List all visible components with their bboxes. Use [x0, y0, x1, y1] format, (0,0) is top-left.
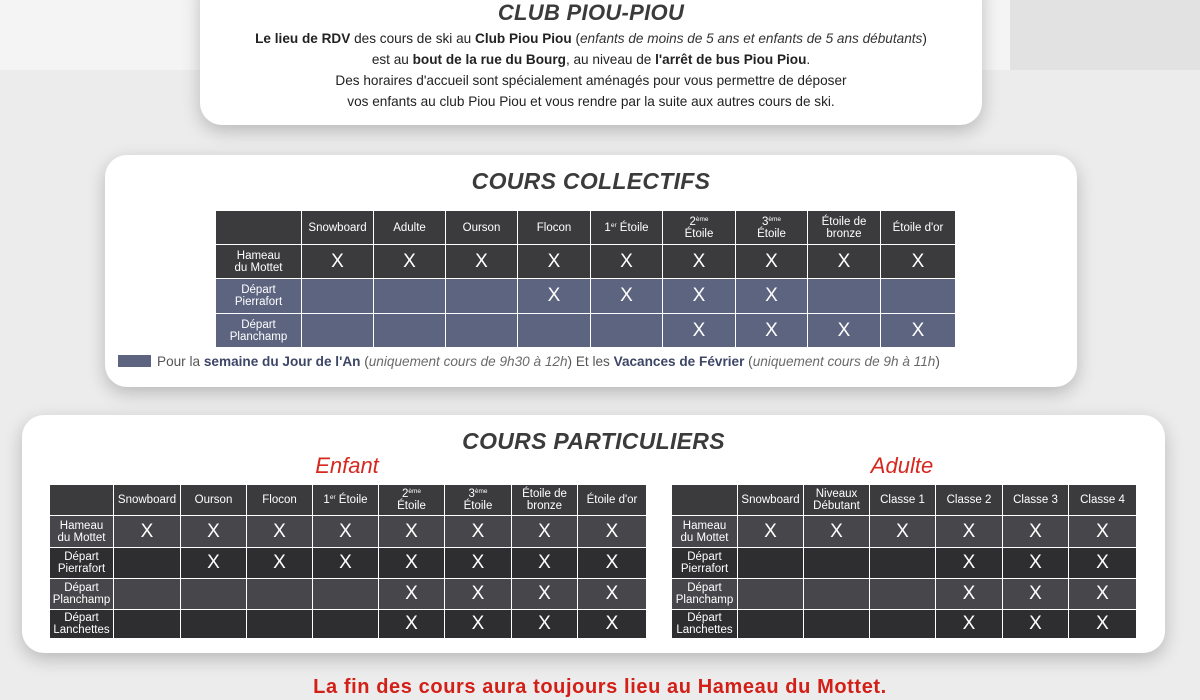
ordinal-suffix: er: [610, 221, 617, 229]
row-label-line: Départ: [687, 582, 722, 594]
header-flocon: Flocon: [247, 485, 313, 516]
header-text: Étoile: [757, 227, 786, 240]
cours-particuliers-card: [22, 415, 1165, 653]
piou-arret-bold: l'arrêt de bus Piou Piou: [655, 52, 807, 67]
table-cell: X: [578, 516, 647, 548]
row-label-line: Lanchettes: [53, 624, 110, 636]
top-right-background: [1010, 0, 1200, 70]
row-label-line: du Mottet: [234, 261, 283, 274]
table-cell: X: [663, 279, 736, 314]
enfant-subheading: Enfant: [315, 453, 379, 478]
piou-rue-bold: bout de la rue du Bourg: [412, 52, 566, 67]
piou-text: est au: [371, 52, 413, 67]
table-cell: X: [374, 245, 446, 279]
table-cell: X: [1003, 548, 1069, 579]
ordinal-number: 3: [761, 215, 769, 228]
table-cell: X: [445, 548, 512, 579]
table-cell: X: [881, 245, 956, 279]
row-label-line: Pierrafort: [57, 563, 106, 575]
legend-text: Et les: [572, 354, 614, 369]
table-cell: X: [512, 579, 578, 610]
ordinal-number: 2: [689, 215, 696, 228]
row-label-line: Hameau: [236, 249, 281, 262]
row-label: [672, 610, 738, 639]
row-label: [216, 245, 302, 279]
table-row: [672, 579, 1137, 610]
ordinal-number: 1: [604, 221, 611, 234]
enfant-table: [49, 484, 647, 639]
row-label-line: du Mottet: [680, 531, 729, 544]
piou-line-4: vos enfants au club Piou Piou et vous rendre par la suite aux autres cours de ski.: [347, 94, 835, 109]
header-etoile-bronze: [808, 211, 881, 245]
row-label-line: Départ: [64, 612, 99, 624]
table-cell: [738, 579, 804, 610]
legend-text: Pour la: [157, 354, 204, 369]
row-label: [216, 279, 302, 314]
adulte-table: [671, 484, 1137, 639]
table-cell: X: [936, 516, 1003, 548]
adulte-subheading: Adulte: [870, 453, 934, 478]
table-row: [50, 548, 647, 579]
ordinal-suffix: ème: [695, 215, 709, 223]
table-cell: X: [1069, 610, 1137, 639]
table-cell: X: [114, 516, 181, 548]
piou-text: des cours de ski au: [350, 31, 475, 46]
table-cell: X: [313, 548, 379, 579]
table-cell: X: [445, 579, 512, 610]
table-header-row: [672, 485, 1137, 516]
ordinal-number: 2: [401, 488, 409, 500]
table-cell: [313, 610, 379, 639]
club-piou-piou-title: CLUB PIOU-PIOU: [497, 0, 685, 25]
ordinal-suffix: ème: [408, 488, 422, 495]
table-cell: X: [379, 548, 445, 579]
header-classe-4: Classe 4: [1069, 485, 1137, 516]
header-etoile-or: Étoile d'or: [881, 211, 956, 245]
row-label-line: Départ: [64, 551, 99, 563]
header-text: Étoile: [335, 494, 368, 506]
table-cell: X: [1069, 548, 1137, 579]
table-row: [216, 245, 956, 279]
table-cell: X: [379, 516, 445, 548]
cours-collectifs-title: COURS COLLECTIFS: [471, 168, 711, 194]
row-label: [672, 579, 738, 610]
header-text: Niveaux: [815, 488, 858, 500]
table-cell: X: [247, 516, 313, 548]
header-text: Débutant: [813, 500, 860, 512]
table-cell: [804, 579, 870, 610]
table-cell: [518, 314, 591, 348]
table-row: [672, 548, 1137, 579]
legend-color-swatch: [118, 355, 151, 367]
table-cell: [374, 314, 446, 348]
header-snowboard: Snowboard: [302, 211, 374, 245]
table-cell: [808, 279, 881, 314]
row-label: [50, 548, 114, 579]
table-cell: X: [181, 516, 247, 548]
row-label-line: Pierrafort: [234, 296, 283, 308]
table-cell: [870, 579, 936, 610]
table-cell: X: [936, 610, 1003, 639]
cours-collectifs-card: [105, 155, 1077, 387]
piou-age-italic: enfants de moins de 5 ans et enfants de 5 ans débutants: [579, 31, 923, 46]
table-cell: [738, 610, 804, 639]
header-adulte: Adulte: [374, 211, 446, 245]
table-cell: X: [663, 314, 736, 348]
table-row: [216, 314, 956, 348]
table-cell: [181, 579, 247, 610]
club-piou-piou-description: [200, 28, 982, 112]
row-label-line: Départ: [687, 551, 722, 563]
table-row: [672, 610, 1137, 639]
table-cell: X: [578, 610, 647, 639]
header-etoile-or: Étoile d'or: [578, 485, 647, 516]
table-cell: [870, 610, 936, 639]
legend-italic: uniquement cours de 9h30 à 12h: [368, 354, 568, 369]
table-cell: [114, 579, 181, 610]
header-text: Étoile: [616, 221, 649, 234]
table-cell: X: [512, 610, 578, 639]
table-row: [50, 610, 647, 639]
header-etoile-bronze: [512, 485, 578, 516]
piou-text: ): [922, 31, 927, 46]
header-text: Étoile: [463, 500, 493, 512]
row-label-line: du Mottet: [57, 531, 106, 544]
piou-text: .: [806, 52, 811, 67]
table-row: [50, 516, 647, 548]
header-etoile-3: [736, 211, 808, 245]
table-cell: [247, 610, 313, 639]
header-ourson: Ourson: [181, 485, 247, 516]
row-label: [672, 516, 738, 548]
table-cell: X: [445, 610, 512, 639]
table-cell: X: [936, 548, 1003, 579]
table-cell: [114, 610, 181, 639]
row-label: [50, 579, 114, 610]
ordinal-number: 1: [323, 494, 330, 506]
table-cell: X: [936, 579, 1003, 610]
footer-note: La fin des cours aura toujours lieu au Hameau du Mottet.: [313, 676, 887, 698]
header-ourson: Ourson: [446, 211, 518, 245]
header-classe-3: Classe 3: [1003, 485, 1069, 516]
table-cell: [374, 279, 446, 314]
table-cell: X: [313, 516, 379, 548]
table-cell: [302, 314, 374, 348]
row-label-line: Lanchettes: [676, 624, 733, 636]
table-cell: X: [808, 245, 881, 279]
legend-bold: Vacances de Février: [613, 354, 745, 369]
table-cell: X: [1003, 516, 1069, 548]
table-cell: [738, 548, 804, 579]
table-header-row: [50, 485, 647, 516]
table-cell: X: [247, 548, 313, 579]
header-corner: [672, 485, 738, 516]
header-classe-1: Classe 1: [870, 485, 936, 516]
table-cell: [804, 548, 870, 579]
table-cell: [313, 579, 379, 610]
row-label-line: Hameau: [59, 519, 104, 532]
piou-text: , au niveau de: [565, 52, 656, 67]
table-cell: X: [512, 516, 578, 548]
header-text: bronze: [526, 500, 563, 512]
club-piou-piou-card: [200, 0, 982, 125]
ordinal-suffix: ème: [474, 488, 488, 495]
piou-rdv-bold: Le lieu de RDV: [255, 31, 351, 46]
table-cell: X: [379, 579, 445, 610]
table-cell: X: [738, 516, 804, 548]
ordinal-number: 3: [468, 488, 475, 500]
header-etoile-1: [591, 211, 663, 245]
header-text: Étoile: [684, 227, 714, 240]
table-cell: [446, 314, 518, 348]
table-cell: X: [445, 516, 512, 548]
table-row: [50, 579, 647, 610]
table-cell: X: [804, 516, 870, 548]
header-snowboard: Snowboard: [114, 485, 181, 516]
row-label: [50, 516, 114, 548]
table-cell: X: [1003, 610, 1069, 639]
table-cell: X: [512, 548, 578, 579]
table-cell: X: [808, 314, 881, 348]
table-row: [672, 516, 1137, 548]
row-label: [216, 314, 302, 348]
table-cell: X: [379, 610, 445, 639]
ordinal-suffix: er: [329, 494, 336, 501]
table-cell: [591, 314, 663, 348]
table-cell: X: [736, 279, 808, 314]
header-text: Étoile de: [522, 488, 567, 500]
legend-italic: uniquement cours de 9h à 11h: [752, 354, 936, 369]
table-cell: [446, 279, 518, 314]
piou-line-3: Des horaires d'accueil sont spécialement aménagés pour vous permettre de déposer: [335, 73, 847, 88]
header-etoile-3: [445, 485, 512, 516]
row-label: [672, 548, 738, 579]
piou-line-1: [200, 28, 982, 49]
table-row: [216, 279, 956, 314]
row-label-line: Départ: [64, 582, 99, 594]
table-cell: X: [302, 245, 374, 279]
table-cell: [181, 610, 247, 639]
row-label-line: Départ: [241, 318, 276, 331]
header-etoile-2: [663, 211, 736, 245]
row-label-line: Planchamp: [675, 594, 734, 606]
row-label-line: Planchamp: [229, 330, 288, 343]
table-cell: X: [1003, 579, 1069, 610]
table-cell: X: [578, 548, 647, 579]
table-cell: [247, 579, 313, 610]
legend-bold: semaine du Jour de l'An: [203, 354, 361, 369]
header-corner: [216, 211, 302, 245]
row-label-line: Hameau: [682, 519, 727, 532]
row-label-line: Planchamp: [52, 594, 111, 606]
piou-text: (: [571, 31, 580, 46]
row-label-line: Départ: [241, 284, 276, 296]
row-label-line: Départ: [687, 612, 722, 624]
header-text: Étoile de: [821, 215, 867, 228]
table-cell: X: [578, 579, 647, 610]
table-cell: X: [736, 245, 808, 279]
piou-club-bold: Club Piou Piou: [475, 31, 572, 46]
header-niveaux-debutant: [804, 485, 870, 516]
table-cell: [804, 610, 870, 639]
cours-collectifs-table: [215, 210, 956, 348]
cours-particuliers-title: COURS PARTICULIERS: [462, 428, 725, 454]
header-corner: [50, 485, 114, 516]
table-cell: [881, 279, 956, 314]
table-cell: X: [518, 279, 591, 314]
table-cell: X: [591, 279, 663, 314]
table-header-row: [216, 211, 956, 245]
table-cell: X: [591, 245, 663, 279]
table-cell: X: [663, 245, 736, 279]
table-cell: X: [518, 245, 591, 279]
row-label: [50, 610, 114, 639]
table-cell: [870, 548, 936, 579]
header-text: bronze: [826, 227, 862, 240]
header-classe-2: Classe 2: [936, 485, 1003, 516]
table-cell: X: [1069, 579, 1137, 610]
table-cell: X: [736, 314, 808, 348]
header-text: Étoile: [397, 500, 426, 512]
ordinal-suffix: ème: [768, 215, 782, 223]
schedule-legend: Pour la semaine du Jour de l'An (uniquement cours de 9h30 à 12h) Et les Vacances de Février (uniquement cours de 9h à 11h): [118, 354, 940, 369]
table-cell: X: [1069, 516, 1137, 548]
table-cell: X: [881, 314, 956, 348]
table-cell: [114, 548, 181, 579]
table-cell: X: [870, 516, 936, 548]
header-etoile-2: [379, 485, 445, 516]
header-snowboard: Snowboard: [738, 485, 804, 516]
row-label-line: Pierrafort: [680, 563, 729, 575]
table-cell: [302, 279, 374, 314]
table-cell: X: [446, 245, 518, 279]
header-flocon: Flocon: [518, 211, 591, 245]
piou-line-2: [200, 49, 982, 70]
table-cell: X: [181, 548, 247, 579]
header-etoile-1: [313, 485, 379, 516]
